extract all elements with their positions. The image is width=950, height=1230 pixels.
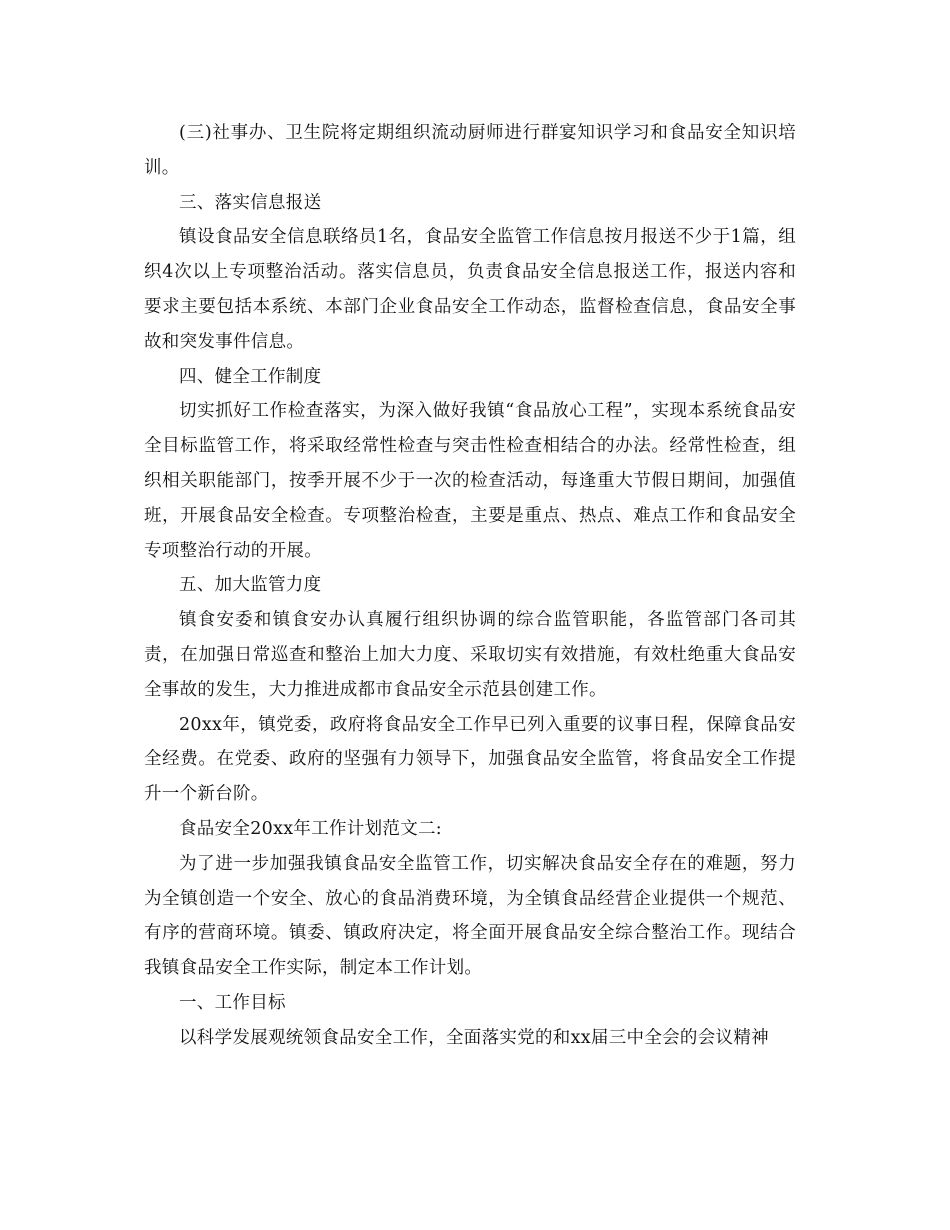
paragraph: 镇设食品安全信息联络员1名，食品安全监管工作信息按月报送不少于1篇，组织4次以上专项整治活动。落实信息员，负责食品安全信息报送工作，报送内容和要求主要包括本系统、本部门企业食品安全工作动态，监督检查信息，食品安全事故和突发事件信息。	[144, 227, 796, 352]
section-heading: 五、加大监管力度	[179, 575, 322, 596]
section-heading: 四、健全工作制度	[179, 366, 322, 387]
paragraph: 切实抓好工作检查落实，为深入做好我镇“食品放心工程”，实现本系统食品安全目标监管工作，将采取经常性检查与突击性检查相结合的办法。经常性检查，组织相关职能部门，按季开展不少于一次的检查活动，每逢重大节假日期间，加强值班，开展食品安全检查。专项整治检查，主要是重点、热点、难点工作和食品安全专项整治行动的开展。	[144, 401, 796, 561]
paragraph: 为了进一步加强我镇食品安全监管工作，切实解决食品安全存在的难题，努力为全镇创造一个安全、放心的食品消费环境，为全镇食品经营企业提供一个规范、有序的营商环境。镇委、镇政府决定，将全面开展食品安全综合整治工作。现结合我镇食品安全工作实际，制定本工作计划。	[144, 853, 796, 979]
paragraph: (三)社事办、卫生院将定期组织流动厨师进行群宴知识学习和食品安全知识培训。	[144, 123, 796, 178]
section-heading: 一、工作目标	[179, 992, 286, 1013]
paragraph: 以科学发展观统领食品安全工作，全面落实党的和xx届三中全会的会议精神	[179, 1027, 769, 1048]
section-heading: 三、落实信息报送	[179, 192, 322, 213]
paragraph: 20xx年，镇党委，政府将食品安全工作早已列入重要的议事日程，保障食品安全经费。在党委、政府的坚强有力领导下，加强食品安全监管，将食品安全工作提升一个新台阶。	[144, 714, 796, 805]
paragraph: 镇食安委和镇食安办认真履行组织协调的综合监管职能，各监管部门各司其责，在加强日常巡查和整治上加大力度、采取切实有效措施，有效杜绝重大食品安全事故的发生，大力推进成都市食品安全示范县创建工作。	[144, 610, 796, 700]
section-heading: 食品安全20xx年工作计划范文二:	[179, 818, 443, 839]
document-body	[144, 116, 796, 1056]
